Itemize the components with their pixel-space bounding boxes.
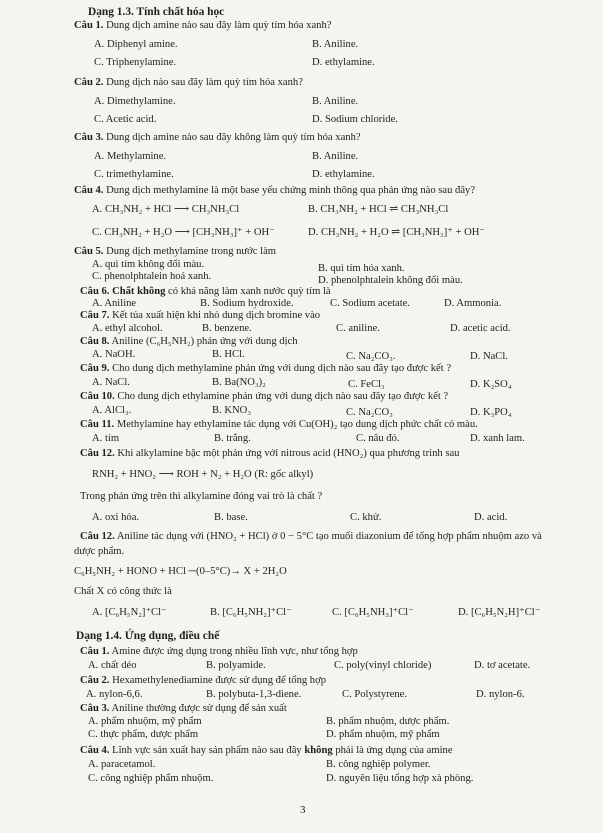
question-stem-emphasis: Chất không xyxy=(112,286,166,297)
question-stem: Kết tủa xuất hiện khi nhỏ dung dịch bromine vào xyxy=(112,310,321,321)
question-5 xyxy=(74,245,276,258)
question-2 xyxy=(74,76,303,89)
question-number: Câu 5. xyxy=(74,246,104,257)
question-1 xyxy=(74,19,331,32)
option: A. Aniline xyxy=(92,298,137,309)
option: C. Sodium acetate. xyxy=(330,298,411,309)
option: C. poly(vinyl chloride) xyxy=(334,660,432,671)
option: C. trimethylamine. xyxy=(94,169,174,180)
option: B. Aniline. xyxy=(312,151,359,162)
question-number: Câu 1. xyxy=(74,20,104,31)
option: B. công nghiệp polymer. xyxy=(326,759,431,770)
question-12b xyxy=(80,530,542,543)
question-7 xyxy=(80,309,320,322)
option: D. CH₃NH₂ + H₂O ⇌ [CH₃NH₃]⁺ + OH⁻ xyxy=(308,227,486,238)
option: A. tím xyxy=(92,433,120,444)
question-12a xyxy=(80,447,459,460)
option: B. quì tím hóa xanh. xyxy=(318,263,405,274)
option: A. CH₃NH₂ + HCl ⟶ CH₃NH₃Cl xyxy=(92,204,240,215)
page-number: 3 xyxy=(300,804,306,816)
option: B. HCl. xyxy=(212,349,245,360)
option: C. Polystyrene. xyxy=(342,689,408,700)
section-title: Dạng 1.3. Tính chất hóa học xyxy=(88,6,225,18)
option: A. nylon-6,6. xyxy=(86,689,143,700)
question-stem-end: phải là ứng dụng của amine xyxy=(335,745,453,756)
equation: C₆H₅NH₂ + HONO + HCl ─(0–5°C)→ X + 2H₂O xyxy=(74,566,287,577)
option: A. quì tím không đổi màu. xyxy=(92,259,205,270)
option: B. Ba(NO₃)₂ xyxy=(212,377,266,388)
question-stem: Amine được ứng dụng trong nhiều lĩnh vực, như tổng hợp xyxy=(111,646,358,657)
option: D. NaCl. xyxy=(470,351,508,362)
option: B. KNO₃ xyxy=(212,405,252,416)
question-stem-emphasis: không xyxy=(304,745,333,756)
option: D. nylon-6. xyxy=(476,689,525,700)
question-stem: Aniline tác dụng với (HNO₂ + HCl) ở 0 − 5°C tạo muối diazonium để tổng hợp phẩm nhuộm azo và xyxy=(116,531,542,542)
option: A. chất dẻo xyxy=(88,660,137,671)
option: B. phẩm nhuộm, dược phẩm. xyxy=(326,716,450,727)
question-stem: Hexamethylenediamine được sử dụng để tổng hợp xyxy=(112,675,327,686)
option: D. K₂SO₄ xyxy=(470,379,512,390)
question-number: Câu 10. xyxy=(80,391,115,402)
option: D. phẩm nhuộm, mỹ phẩm xyxy=(326,729,440,740)
question-3 xyxy=(74,131,361,144)
question-2 xyxy=(80,674,326,687)
option: A. Dimethylamine. xyxy=(94,96,176,107)
question-10 xyxy=(80,390,448,403)
option: D. K₃PO₄ xyxy=(470,407,512,418)
question-stem: Dung dịch nào sau đây làm quỳ tím hóa xanh? xyxy=(106,77,303,88)
question-number: Câu 4. xyxy=(80,745,110,756)
question-number: Câu 12. xyxy=(80,448,115,459)
question-number: Câu 3. xyxy=(80,703,110,714)
question-number: Câu 3. xyxy=(74,132,104,143)
question-11 xyxy=(80,418,478,431)
question-stem: Dung dịch amine nào sau đây làm quỳ tím hóa xanh? xyxy=(106,20,332,31)
question-number: Câu 6. xyxy=(80,286,110,297)
option: B. base. xyxy=(214,512,248,523)
option: A. [C₆H₅N₂]⁺Cl⁻ xyxy=(92,607,167,618)
option: D. xanh lam. xyxy=(470,433,525,444)
option: D. Ammonia. xyxy=(444,298,502,309)
option: B. trắng. xyxy=(214,433,251,444)
question-stem: có khả năng làm xanh nước quỳ tím là xyxy=(168,286,331,297)
question-4 xyxy=(74,184,475,197)
option: A. oxi hóa. xyxy=(92,512,140,523)
option: A. paracetamol. xyxy=(88,759,156,770)
question-4 xyxy=(80,744,453,757)
option: A. NaOH. xyxy=(92,349,136,360)
option: B. benzene. xyxy=(202,323,252,334)
question-number: Câu 11. xyxy=(80,419,115,430)
option: A. Methylamine. xyxy=(94,151,167,162)
option: C. phenolphtalein hoá xanh. xyxy=(92,271,212,282)
question-stem: Cho dung dịch ethylamine phản ứng với dung dịch nào sau đây tạo được kết ? xyxy=(117,391,449,402)
option: D. phenolphtalein không đổi màu. xyxy=(318,275,463,286)
option: A. ethyl alcohol. xyxy=(92,323,163,334)
option: D. acetic acid. xyxy=(450,323,511,334)
option: C. công nghiệp phẩm nhuộm. xyxy=(88,773,214,784)
option: B. Sodium hydroxide. xyxy=(200,298,294,309)
option: B. polyamide. xyxy=(206,660,266,671)
option: D. ethylamine. xyxy=(312,169,375,180)
question-9 xyxy=(80,362,451,375)
question-number: Câu 4. xyxy=(74,185,104,196)
question-stem: Aniline thường được sử dụng để sản xuất xyxy=(111,703,287,714)
question-stem: Khi alkylamine bậc một phản ứng với nitrous acid (HNO₂) qua phương trình sau xyxy=(117,448,460,459)
question-number: Câu 12. xyxy=(80,531,115,542)
option: C. Na₂CO₃ xyxy=(346,407,393,418)
question-number: Câu 8. xyxy=(80,336,110,347)
option: C. aniline. xyxy=(336,323,380,334)
question-stem: Dung dịch methylamine là một base yếu chứng minh thông qua phản ứng nào sau đây? xyxy=(106,185,476,196)
option: A. phẩm nhuộm, mỹ phẩm xyxy=(88,716,202,727)
question-1 xyxy=(80,645,358,658)
option: B. Aniline. xyxy=(312,96,359,107)
option: A. AlCl₃. xyxy=(92,405,132,416)
question-number: Câu 7. xyxy=(80,310,110,321)
option: D. ethylamine. xyxy=(312,57,375,68)
option: B. CH₃NH₂ + HCl ⇌ CH₃NH₃Cl xyxy=(308,204,449,215)
question-note: Trong phản ứng trên thì alkylamine đóng vai trò là chất ? xyxy=(80,491,323,502)
option: D. [C₆H₅N₂H]⁺Cl⁻ xyxy=(458,607,541,618)
question-stem: Dung dịch amine nào sau đây không làm quỳ tím hóa xanh? xyxy=(106,132,361,143)
option: C. nâu đỏ. xyxy=(356,433,400,444)
option: C. Acetic acid. xyxy=(94,114,157,125)
question-stem: Cho dung dịch methylamine phản ứng với dung dịch nào sau đây tạo được kết ? xyxy=(112,363,452,374)
option: D. Sodium chloride. xyxy=(312,114,398,125)
option: C. khử. xyxy=(350,512,382,523)
option: B. [C₆H₅NH₂]⁺Cl⁻ xyxy=(210,607,292,618)
option: C. CH₃NH₂ + H₂O ⟶ [CH₃NH₃]⁺ + OH⁻ xyxy=(92,227,275,238)
option: C. thực phẩm, dược phẩm xyxy=(88,729,199,740)
option: B. polybuta-1,3-diene. xyxy=(206,689,302,700)
question-stem: Lĩnh vực sản xuất hay sản phẩm nào sau đây xyxy=(112,745,302,756)
option: C. Triphenylamine. xyxy=(94,57,177,68)
option: A. NaCl. xyxy=(92,377,130,388)
question-stem: Dung dịch methylamine trong nước làm xyxy=(106,246,277,257)
option: C. [C₆H₅NH₃]⁺Cl⁻ xyxy=(332,607,414,618)
question-number: Câu 9. xyxy=(80,363,110,374)
question-number: Câu 2. xyxy=(80,675,110,686)
question-stem-continued: dược phẩm. xyxy=(74,546,125,557)
question-number: Câu 1. xyxy=(80,646,110,657)
question-stem: Aniline (C₆H₅NH₂) phản ứng với dung dịch xyxy=(111,336,298,347)
question-number: Câu 2. xyxy=(74,77,104,88)
option: A. Diphenyl amine. xyxy=(94,39,178,50)
option: C. FeCl₃ xyxy=(348,379,385,390)
question-stem: Methylamine hay ethylamine tác dụng với Cu(OH)₂ tạo dung dịch phức chất có màu. xyxy=(116,419,478,430)
question-8 xyxy=(80,335,298,348)
option: D. nguyên liệu tổng hợp xà phòng. xyxy=(326,773,474,784)
option: B. Aniline. xyxy=(312,39,359,50)
question-3 xyxy=(80,702,287,715)
question-note: Chất X có công thức là xyxy=(74,586,172,597)
option: D. tơ acetate. xyxy=(474,660,531,671)
option: C. Na₂CO₃. xyxy=(346,351,396,362)
section-title: Dạng 1.4. Ứng dụng, điều chế xyxy=(76,630,220,642)
equation: RNH₂ + HNO₂ ⟶ ROH + N₂ + H₂O (R: gốc alkyl) xyxy=(92,469,314,480)
option: D. acid. xyxy=(474,512,508,523)
